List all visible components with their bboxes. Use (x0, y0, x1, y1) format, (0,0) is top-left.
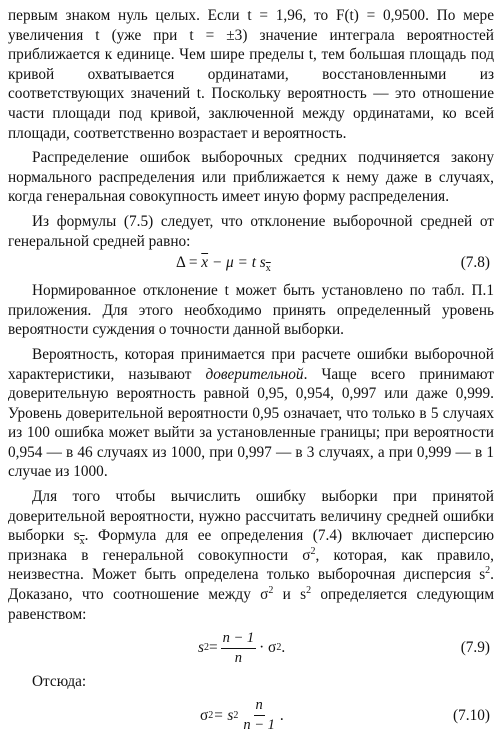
formula-7-10 (8, 694, 494, 738)
formula-7-9-expression: s 2 = $\frac{n - 1}{n}$ · σ 2 . (198, 629, 286, 666)
formula-7-9 (8, 626, 494, 670)
formula-7-10-expression: σ 2 = s 2 $\frac{n}{n - 1}$ . (200, 697, 284, 734)
paragraph-4: Нормированное отклонение t может быть установлено по табл. П.1 приложения. Для этого необходимо принять определенный уровень вероятности суждения о точности данной выборки. (8, 282, 494, 339)
formula-7-8-number: (7.8) (460, 254, 490, 272)
fraction: $\frac{n - 1}{n}$ (222, 629, 255, 666)
paragraph-5: Вероятность, которая принимается при расчете ошибки выборочной характеристики, называют доверительной. Чаще всего принимают доверительную вероятность равной 0,95, 0,954, 0,997 или даже 0,999. Уровень доверительной вероятности 0,95 означает, что только в 5 случаях из 100 ошибка может выйти за установленные границы; при вероятности 0,954 — в 46 случаях из 1000, при 0,997 — в 3 случаях, а при 0,999 — в 1 случае из 1000. (8, 345, 494, 481)
paragraph-2: Распределение ошибок выборочных средних подчиняется закону нормального распределения или приближается к нему даже в случаях, когда генеральная совокупность имеет иную форму распределения. (8, 149, 494, 206)
formula-7-8-expression: $\Delta = \overline{x} - \mu = t$ $s_{\overline{x}}$ (176, 254, 271, 275)
paragraph-6: Для того чтобы вычислить ошибку выборки при принятой доверительной вероятности, нужно рассчитать величину средней ошибки выборки $s_{\overline{x}}$. Формула для ее определения (7.4) включает дисперсию признака в генеральной совокупности $\sigma^2$, которая, как правило, неизвестна. Может быть определена только выборочная дисперсия $s^2$. Доказано, что соотношение между $\sigma^2$ и $s^2$ определяется следующим равенством: (8, 488, 495, 623)
paragraph-7: Отсюда: (32, 673, 87, 691)
formula-7-10-number: (7.10) (453, 706, 490, 724)
paragraph-3: Из формулы (7.5) следует, что отклонение выборочной средней от генеральной средней равно: (8, 212, 494, 250)
formula-7-9-number: (7.9) (460, 639, 490, 657)
formula-7-8 (8, 253, 494, 277)
fraction: $\frac{n}{n - 1}$ (243, 697, 275, 734)
paragraph-1: первым знаком нуль целых. Если t = 1,96, то F(t) = 0,9500. По мере увеличения t (уже при t = ±3) значение интеграла вероятностей приближается к единице. Чем шире пределы t, тем большая площадь под кривой охватывается ординатами, восстановленными из соответствующих значений t. Поскольку вероятность — это отношение части площади под кривой, заключенной между ординатами, ко всей площади, соответственно возрастает и вероятность. (8, 7, 494, 142)
term-confidence: доверительной (205, 365, 304, 383)
